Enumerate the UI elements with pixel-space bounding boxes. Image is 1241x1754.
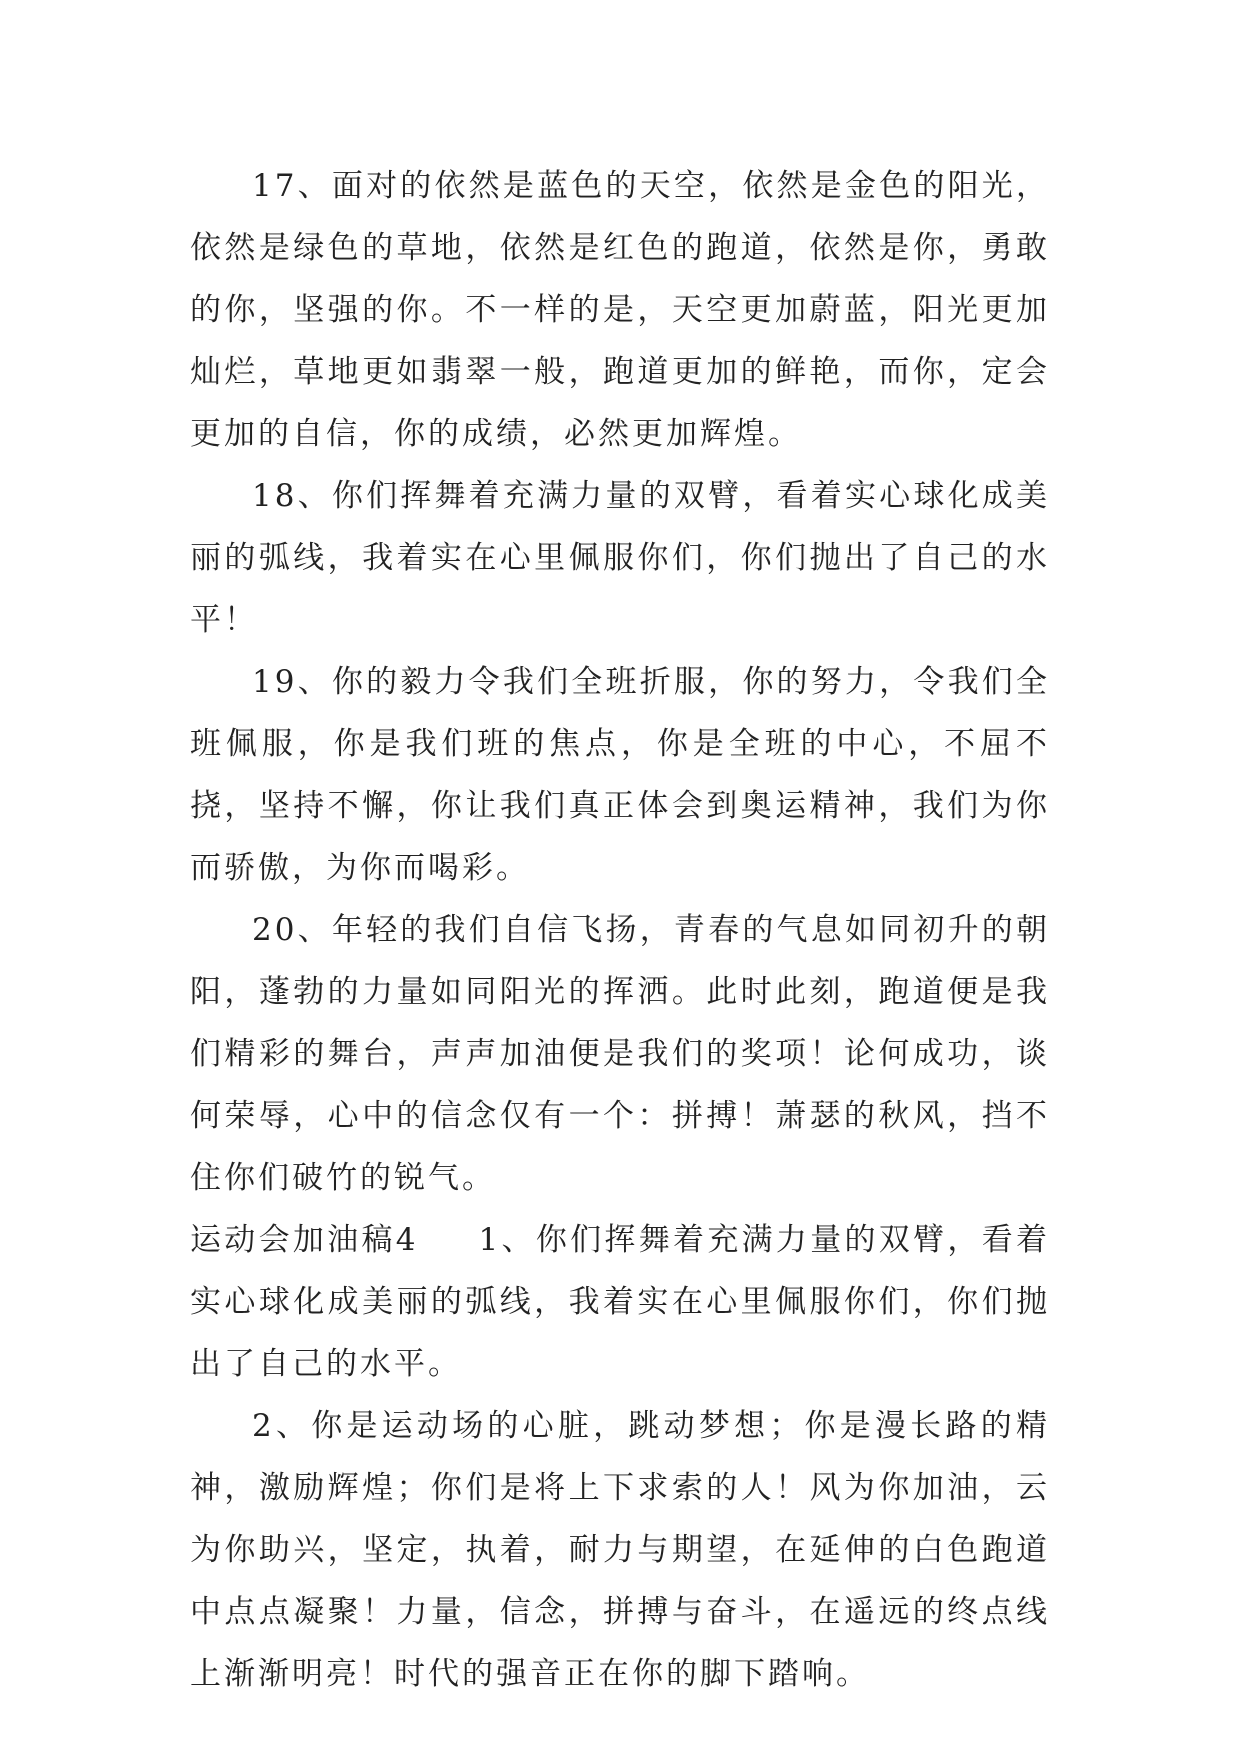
section-title: 运动会加油稿4	[190, 1222, 419, 1258]
paragraph-18: 18、你们挥舞着充满力量的双臂，看着实心球化成美丽的弧线，我着实在心里佩服你们，你们抛出了自己的水平！	[190, 478, 1050, 638]
section-heading-paragraph	[190, 1209, 1050, 1395]
paragraph-17: 17、面对的依然是蓝色的天空，依然是金色的阳光，依然是绿色的草地，依然是红色的跑道，依然是你，勇敢的你，坚强的你。不一样的是，天空更加蔚蓝，阳光更加灿烂，草地更如翡翠一般，跑道更加的鲜艳，而你，定会更加的自信，你的成绩，必然更加辉煌。	[190, 168, 1050, 452]
paragraph-20: 20、年轻的我们自信飞扬，青春的气息如同初升的朝阳，蓬勃的力量如同阳光的挥洒。此时此刻，跑道便是我们精彩的舞台，声声加油便是我们的奖项！论何成功，谈何荣辱，心中的信念仅有一个：拼搏！萧瑟的秋风，挡不住你们破竹的锐气。	[190, 912, 1050, 1196]
document-body	[190, 155, 1050, 1705]
section-item-2: 2、你是运动场的心脏，跳动梦想；你是漫长路的精神，激励辉煌；你们是将上下求索的人！风为你加油，云为你助兴，坚定，执着，耐力与期望，在延伸的白色跑道中点点凝聚！力量，信念，拼搏与奋斗，在遥远的终点线上渐渐明亮！时代的强音正在你的脚下踏响。	[190, 1408, 1050, 1692]
paragraph-19: 19、你的毅力令我们全班折服，你的努力，令我们全班佩服，你是我们班的焦点，你是全班的中心，不屈不挠，坚持不懈，你让我们真正体会到奥运精神，我们为你而骄傲，为你而喝彩。	[190, 664, 1050, 886]
section-item-1: 1、你们挥舞着充满力量的双臂，看着实心球化成美丽的弧线，我着实在心里佩服你们，你们抛出了自己的水平。	[190, 1222, 1050, 1382]
